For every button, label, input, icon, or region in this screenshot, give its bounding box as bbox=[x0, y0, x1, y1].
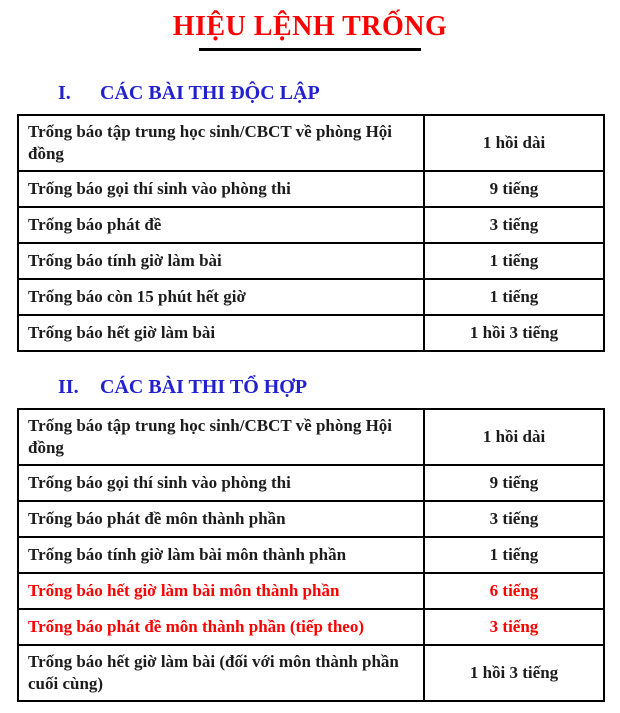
signal-label: Trống báo gọi thí sinh vào phòng thi bbox=[18, 171, 424, 207]
table-row bbox=[18, 115, 604, 171]
signal-table-1 bbox=[17, 114, 605, 352]
signal-label: Trống báo gọi thí sinh vào phòng thi bbox=[18, 465, 424, 501]
signal-label: Trống báo phát đề môn thành phần bbox=[18, 501, 424, 537]
signal-value: 1 hồi dài bbox=[424, 409, 604, 465]
section-heading-text-2: CÁC BÀI THI TỔ HỢP bbox=[100, 376, 308, 398]
table-row bbox=[18, 645, 604, 701]
signal-value: 1 hồi 3 tiếng bbox=[424, 315, 604, 351]
table-row bbox=[18, 243, 604, 279]
signal-value: 1 tiếng bbox=[424, 279, 604, 315]
table-row bbox=[18, 465, 604, 501]
signal-value: 1 hồi dài bbox=[424, 115, 604, 171]
signal-label: Trống báo phát đề môn thành phần (tiếp theo) bbox=[18, 609, 424, 645]
signal-value: 3 tiếng bbox=[424, 609, 604, 645]
signal-value: 9 tiếng bbox=[424, 465, 604, 501]
title-block bbox=[0, 9, 620, 51]
table-row bbox=[18, 207, 604, 243]
signal-label: Trống báo hết giờ làm bài (đối với môn thành phần cuối cùng) bbox=[18, 645, 424, 701]
table-row bbox=[18, 409, 604, 465]
section-number-2: II. bbox=[58, 376, 79, 398]
signal-value: 1 tiếng bbox=[424, 243, 604, 279]
table-row bbox=[18, 279, 604, 315]
signal-value: 6 tiếng bbox=[424, 573, 604, 609]
section-combined-exams bbox=[0, 375, 620, 702]
signal-label: Trống báo còn 15 phút hết giờ bbox=[18, 279, 424, 315]
signal-value: 1 hồi 3 tiếng bbox=[424, 645, 604, 701]
signal-label: Trống báo tính giờ làm bài bbox=[18, 243, 424, 279]
table-row-highlighted bbox=[18, 573, 604, 609]
section-heading-1 bbox=[0, 81, 620, 105]
section-number-1: I. bbox=[58, 82, 71, 104]
signal-value: 3 tiếng bbox=[424, 501, 604, 537]
table-row bbox=[18, 315, 604, 351]
section-independent-exams bbox=[0, 81, 620, 352]
signal-value: 9 tiếng bbox=[424, 171, 604, 207]
table-row bbox=[18, 501, 604, 537]
signal-label: Trống báo hết giờ làm bài môn thành phần bbox=[18, 573, 424, 609]
title-underline bbox=[199, 48, 421, 51]
signal-label: Trống báo phát đề bbox=[18, 207, 424, 243]
signal-value: 3 tiếng bbox=[424, 207, 604, 243]
signal-label: Trống báo tập trung học sinh/CBCT về phòng Hội đồng bbox=[18, 115, 424, 171]
table-row-highlighted bbox=[18, 609, 604, 645]
section-heading-text-1: CÁC BÀI THI ĐỘC LẬP bbox=[100, 82, 320, 104]
signal-label: Trống báo tính giờ làm bài môn thành phần bbox=[18, 537, 424, 573]
signal-value: 1 tiếng bbox=[424, 537, 604, 573]
section-heading-2 bbox=[0, 375, 620, 399]
page-title: HIỆU LỆNH TRỐNG bbox=[172, 11, 448, 42]
signal-label: Trống báo tập trung học sinh/CBCT về phòng Hội đồng bbox=[18, 409, 424, 465]
signal-label: Trống báo hết giờ làm bài bbox=[18, 315, 424, 351]
table-row bbox=[18, 537, 604, 573]
signal-table-2 bbox=[17, 408, 605, 702]
table-row bbox=[18, 171, 604, 207]
